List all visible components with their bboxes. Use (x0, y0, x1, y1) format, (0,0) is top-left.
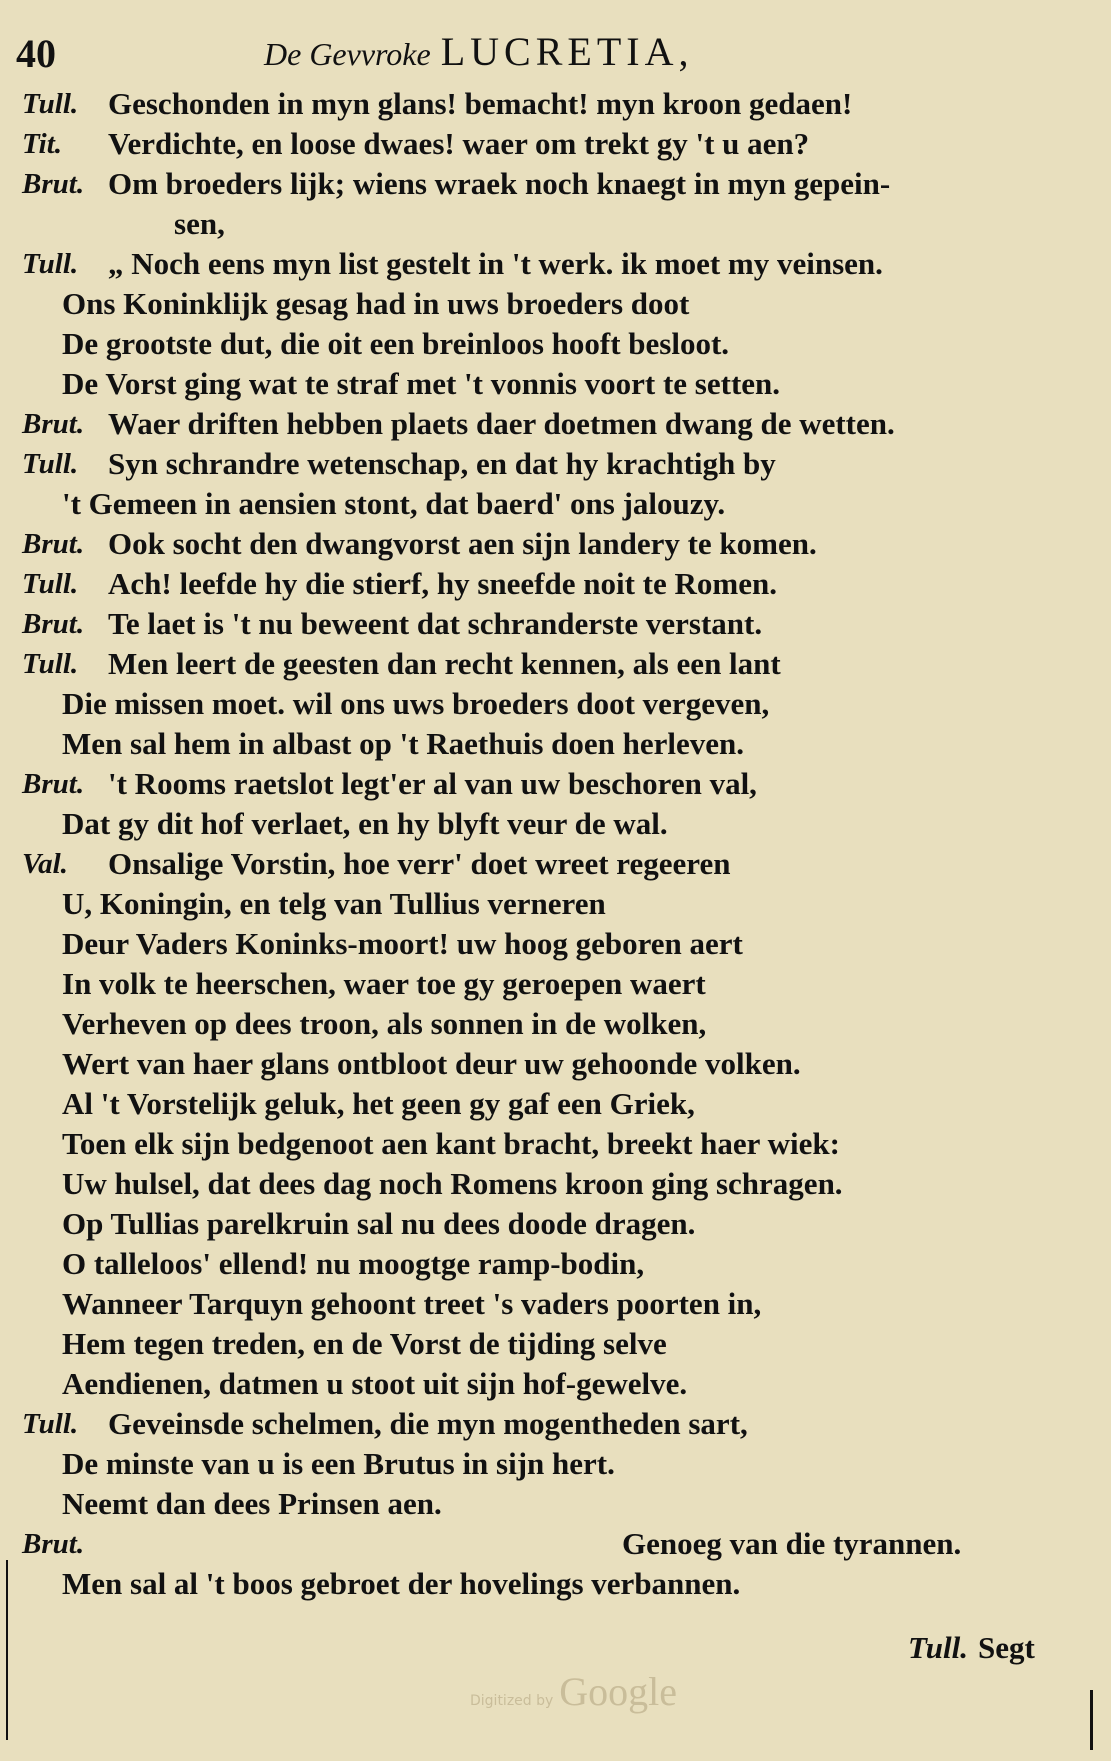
verse-line (0, 884, 1111, 924)
verse-text: Ook socht den dwangvorst aen sijn landery te komen. (108, 526, 817, 561)
speaker-label: Tull. (22, 88, 79, 120)
verse-line (0, 684, 1111, 724)
verse-text: Onsalige Vorstin, hoe verr' doet wreet regeeren (108, 846, 731, 881)
verse-line (0, 1084, 1111, 1124)
verse-text: Dat gy dit hof verlaet, en hy blyft veur de wal. (62, 806, 668, 841)
verse-text: Verheven op dees troon, als sonnen in de wolken, (62, 1006, 707, 1041)
verse-text: Syn schrandre wetenschap, en dat hy krachtigh by (108, 446, 776, 481)
verse-text: Genoeg van die tyrannen. (622, 1526, 962, 1561)
verse-text: Deur Vaders Koninks-moort! uw hoog geboren aert (62, 926, 743, 961)
google-logo: Google (559, 1669, 678, 1714)
verse-line (0, 964, 1111, 1004)
verse-line (0, 1444, 1111, 1484)
speaker-label: Brut. (22, 608, 85, 640)
verse-line (0, 1164, 1111, 1204)
verse-line (0, 244, 1111, 284)
verse-line (0, 1044, 1111, 1084)
verse-text: Aendienen, datmen u stoot uit sijn hof-gewelve. (62, 1366, 688, 1401)
verse-line (0, 1364, 1111, 1404)
verse-line (0, 1124, 1111, 1164)
verse-text: Om broeders lijk; wiens wraek noch knaegt in myn gepein- (108, 166, 891, 201)
running-title-italic: De Gevvroke (264, 36, 431, 72)
speaker-label: Brut. (22, 168, 85, 200)
verse-text: „ Noch eens myn list gestelt in 't werk. ik moet my veinsen. (108, 246, 883, 281)
verse-line (0, 1284, 1111, 1324)
speaker-label: Brut. (22, 768, 85, 800)
play-text (0, 84, 1111, 1604)
digitized-watermark (470, 1668, 677, 1715)
verse-text: Uw hulsel, dat dees dag noch Romens kroon ging schragen. (62, 1166, 843, 1201)
verse-line (0, 844, 1111, 884)
verse-line (0, 484, 1111, 524)
speaker-label: Tull. (22, 248, 79, 280)
verse-line (0, 1004, 1111, 1044)
verse-text: Men sal hem in albast op 't Raethuis doen herleven. (62, 726, 745, 761)
verse-text: sen, (174, 206, 225, 241)
verse-line (0, 404, 1111, 444)
speaker-label: Val. (22, 848, 68, 880)
edge-mark (1090, 1690, 1093, 1750)
running-title (264, 28, 693, 75)
speaker-label: Tull. (22, 1408, 79, 1440)
speaker-label: Tull. (22, 648, 79, 680)
verse-text: Toen elk sijn bedgenoot aen kant bracht, breekt haer wiek: (62, 1126, 840, 1161)
verse-text: De Vorst ging wat te straf met 't vonnis voort te setten. (62, 366, 781, 401)
page-header (16, 22, 1076, 82)
verse-text: Ons Koninklijk gesag had in uws broeders doot (62, 286, 690, 321)
verse-text: Ach! leefde hy die stierf, hy sneefde noit te Romen. (108, 566, 777, 601)
verse-text: Verdichte, en loose dwaes! waer om trekt gy 't u aen? (108, 126, 810, 161)
verse-text: Wert van haer glans ontbloot deur uw gehoonde volken. (62, 1046, 801, 1081)
speaker-label: Tull. (22, 568, 79, 600)
verse-text: Hem tegen treden, en de Vorst de tijding selve (62, 1326, 667, 1361)
verse-line (0, 764, 1111, 804)
verse-text: O talleloos' ellend! nu moogtge ramp-bodin, (62, 1246, 645, 1281)
verse-text: De minste van u is een Brutus in sijn hert. (62, 1446, 615, 1481)
verse-line (0, 364, 1111, 404)
verse-text: U, Koningin, en telg van Tullius verneren (62, 886, 606, 921)
verse-line (0, 1244, 1111, 1284)
verse-text: Neemt dan dees Prinsen aen. (62, 1486, 442, 1521)
verse-line (0, 804, 1111, 844)
verse-text: Geschonden in myn glans! bemacht! myn kroon gedaen! (108, 86, 853, 121)
verse-text: 't Rooms raetslot legt'er al van uw beschoren val, (108, 766, 757, 801)
catchword-word: Segt (978, 1630, 1035, 1665)
verse-text: Al 't Vorstelijk geluk, het geen gy gaf een Griek, (62, 1086, 695, 1121)
verse-text: Waer driften hebben plaets daer doetmen dwang de wetten. (108, 406, 895, 441)
page-number: 40 (16, 31, 56, 76)
verse-text: De grootste dut, die oit een breinloos hooft besloot. (62, 326, 730, 361)
running-title-caps: LUCRETIA, (440, 29, 694, 74)
edge-mark (6, 1560, 8, 1740)
verse-line (0, 1564, 1111, 1604)
verse-line (0, 1204, 1111, 1244)
catchword-speaker: Tull. (908, 1630, 969, 1665)
watermark-small-text: Digitized by (470, 1693, 554, 1709)
verse-line (0, 444, 1111, 484)
verse-text: Wanneer Tarquyn gehoont treet 's vaders poorten in, (62, 1286, 762, 1321)
speaker-label: Tit. (22, 128, 63, 160)
verse-line (0, 204, 1111, 244)
verse-line (0, 564, 1111, 604)
verse-line (0, 1524, 1111, 1564)
speaker-label: Tull. (22, 448, 79, 480)
verse-line (0, 1484, 1111, 1524)
verse-line (0, 924, 1111, 964)
verse-line (0, 724, 1111, 764)
verse-line (0, 1404, 1111, 1444)
verse-line (0, 524, 1111, 564)
verse-text: 't Gemeen in aensien stont, dat baerd' ons jalouzy. (62, 486, 726, 521)
verse-text: In volk te heerschen, waer toe gy geroepen waert (62, 966, 706, 1001)
verse-line (0, 604, 1111, 644)
verse-line (0, 284, 1111, 324)
speaker-label: Brut. (22, 528, 85, 560)
speaker-label: Brut. (22, 408, 85, 440)
verse-text: Op Tullias parelkruin sal nu dees doode dragen. (62, 1206, 696, 1241)
verse-text: Geveinsde schelmen, die myn mogentheden sart, (108, 1406, 748, 1441)
verse-text: Die missen moet. wil ons uws broeders doot vergeven, (62, 686, 770, 721)
verse-text: Te laet is 't nu beweent dat schranderste verstant. (108, 606, 763, 641)
catchword (908, 1630, 1035, 1666)
verse-line (0, 1324, 1111, 1364)
verse-line (0, 164, 1111, 204)
verse-line (0, 124, 1111, 164)
verse-line (0, 324, 1111, 364)
verse-line (0, 644, 1111, 684)
speaker-label: Brut. (22, 1528, 85, 1560)
verse-text: Men sal al 't boos gebroet der hovelings verbannen. (62, 1566, 741, 1601)
verse-line (0, 84, 1111, 124)
verse-text: Men leert de geesten dan recht kennen, als een lant (108, 646, 781, 681)
